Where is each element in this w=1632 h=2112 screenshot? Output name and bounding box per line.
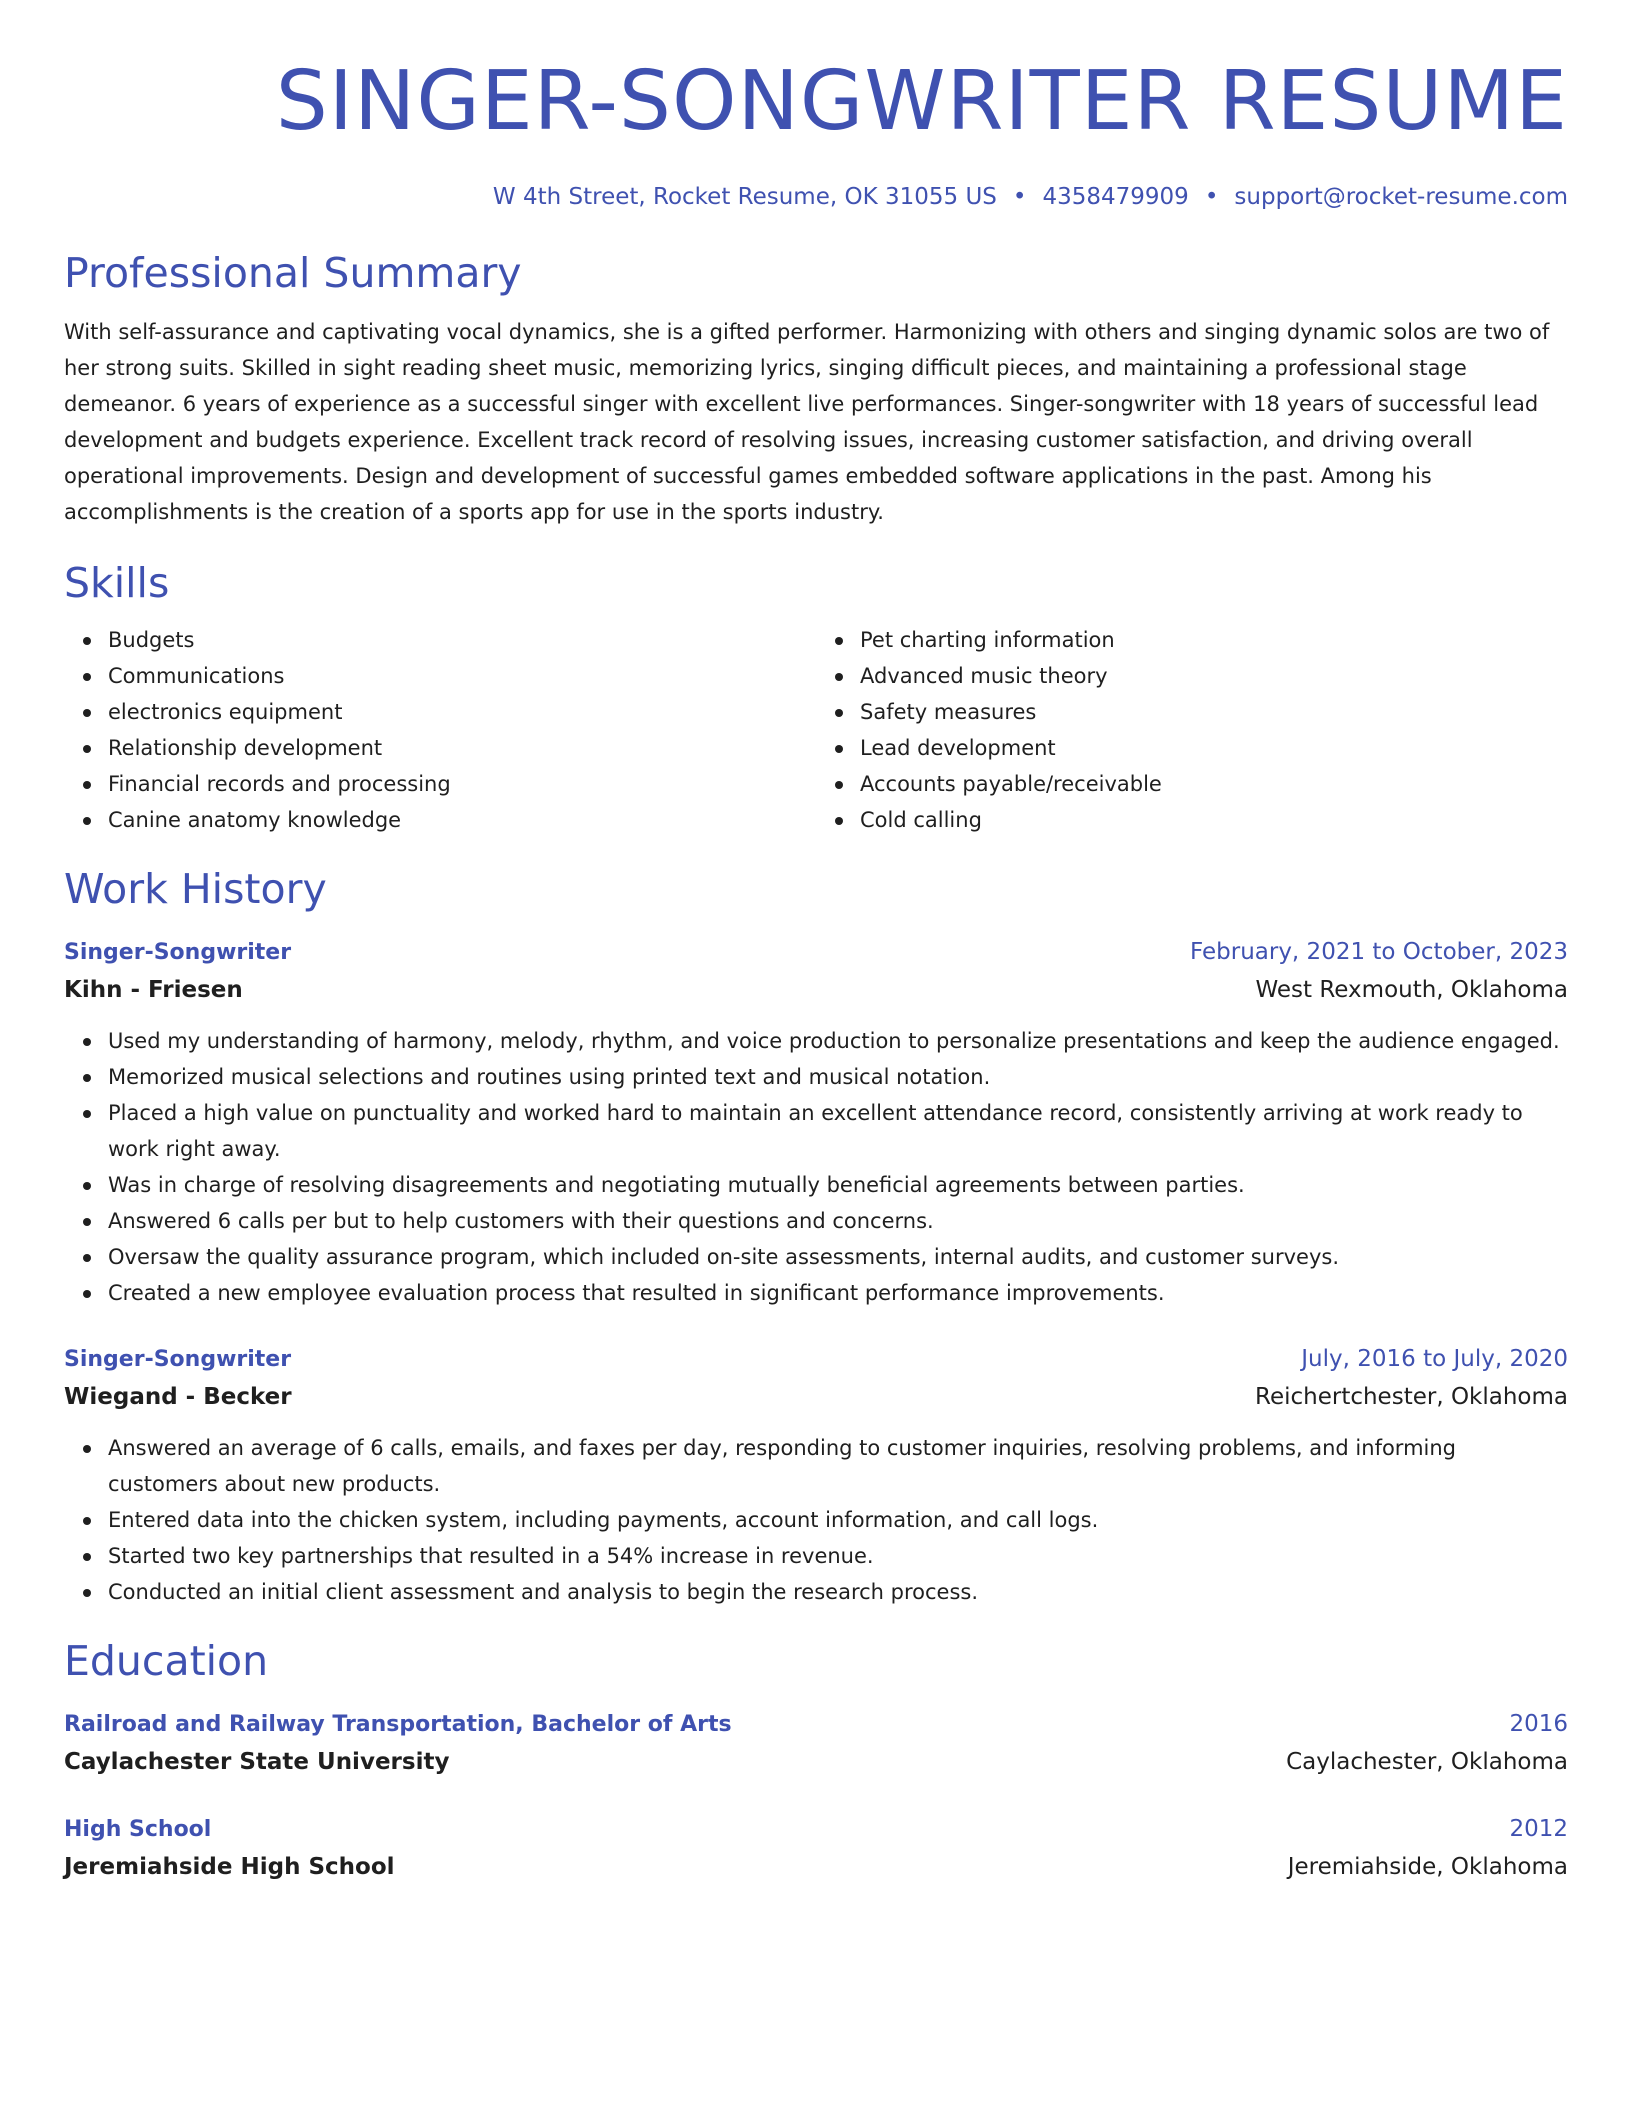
summary-text: With self-assurance and captivating vocal dynamics, she is a gifted performer. Harmonizing with others and singing dynamic solos are two of her strong suits. Skilled in sight reading sheet music, memorizing lyrics, singing difficult pieces, and maintaining a professional stage demeanor. 6 years of experience as a successful singer with excellent live performances. Singer-songwriter with 18 years of successful lead development and budgets experience. Excellent track record of resolving issues, increasing customer satisfaction, and driving overall operational improvements. Design and development of successful games embedded software applications in the past. Among his accomplishments is the creation of a sports app for use in the sports industry.: [64, 320, 1550, 524]
education-entry: [64, 1706, 1568, 1781]
resume-title: SINGER-SONGWRITER RESUME: [275, 54, 1568, 149]
education-location: Caylachester, Oklahoma: [1286, 1749, 1568, 1775]
education-school-row: [64, 1848, 1568, 1886]
skill-item: Advanced music theory: [860, 658, 1568, 694]
education-school: Jeremiahside High School: [64, 1854, 395, 1880]
education-degree: High School: [64, 1817, 212, 1842]
skill-item: Budgets: [108, 622, 816, 658]
education-degree-row: [64, 1811, 1568, 1848]
job-title-row: [64, 1341, 1568, 1378]
duty-item: Entered data into the chicken system, including payments, account information, and call logs.: [108, 1502, 1568, 1538]
skills-column-left: [64, 622, 816, 838]
skill-item: Safety measures: [860, 694, 1568, 730]
duty-item: Conducted an initial client assessment and analysis to begin the research process.: [108, 1574, 1568, 1610]
education-entry: [64, 1811, 1568, 1886]
duty-item: Answered an average of 6 calls, emails, and faxes per day, responding to customer inquiries, resolving problems, and informing customers about new products.: [108, 1430, 1568, 1502]
education-year: 2016: [1509, 1711, 1568, 1737]
job-company: Kihn - Friesen: [64, 977, 243, 1003]
skill-item: Pet charting information: [860, 622, 1568, 658]
work-history-heading: Work History: [64, 865, 327, 913]
job-title-row: [64, 934, 1568, 971]
contact-phone: 4358479909: [1042, 184, 1189, 210]
summary-heading: Professional Summary: [64, 249, 522, 297]
duty-item: Oversaw the quality assurance program, which included on-site assessments, internal audits, and customer surveys.: [108, 1239, 1568, 1275]
duty-item: Used my understanding of harmony, melody, rhythm, and voice production to personalize presentations and keep the audience engaged.: [108, 1023, 1568, 1059]
skill-item: Communications: [108, 658, 816, 694]
duty-item: Started two key partnerships that resulted in a 54% increase in revenue.: [108, 1538, 1568, 1574]
job-location: Reichertchester, Oklahoma: [1255, 1384, 1568, 1410]
skill-item: Lead development: [860, 730, 1568, 766]
job-role: Singer-Songwriter: [64, 940, 292, 965]
duty-item: Answered 6 calls per but to help customers with their questions and concerns.: [108, 1203, 1568, 1239]
duty-item: Placed a high value on punctuality and worked hard to maintain an excellent attendance record, consistently arriving at work ready to work right away.: [108, 1095, 1568, 1167]
skill-item: Cold calling: [860, 802, 1568, 838]
job-dates: February, 2021 to October, 2023: [1190, 939, 1568, 965]
job-duties: [64, 1430, 1568, 1610]
education-location: Jeremiahside, Oklahoma: [1287, 1854, 1568, 1880]
job-duties: [64, 1023, 1568, 1311]
contact-address: W 4th Street, Rocket Resume, OK 31055 US: [492, 184, 997, 210]
education-heading: Education: [64, 1637, 269, 1685]
education-year: 2012: [1509, 1816, 1568, 1842]
education-school-row: [64, 1743, 1568, 1781]
skill-item: Relationship development: [108, 730, 816, 766]
skills-column-right: [816, 622, 1568, 838]
skills-list: [64, 622, 1568, 838]
contact-separator: •: [1012, 184, 1027, 210]
job-dates: July, 2016 to July, 2020: [1301, 1346, 1568, 1372]
job-company: Wiegand - Becker: [64, 1384, 292, 1410]
contact-line: [64, 182, 1568, 212]
job-location: West Rexmouth, Oklahoma: [1255, 977, 1568, 1003]
skill-item: Financial records and processing: [108, 766, 816, 802]
duty-item: Memorized musical selections and routines using printed text and musical notation.: [108, 1059, 1568, 1095]
contact-separator: •: [1204, 184, 1219, 210]
job-company-row: [64, 1378, 1568, 1416]
job-role: Singer-Songwriter: [64, 1347, 292, 1372]
job-entry: [64, 1341, 1568, 1610]
job-entry: [64, 934, 1568, 1311]
skill-item: Accounts payable/receivable: [860, 766, 1568, 802]
skill-item: Canine anatomy knowledge: [108, 802, 816, 838]
duty-item: Was in charge of resolving disagreements and negotiating mutually beneficial agreements between parties.: [108, 1167, 1568, 1203]
job-company-row: [64, 971, 1568, 1009]
education-degree: Railroad and Railway Transportation, Bachelor of Arts: [64, 1712, 732, 1737]
education-school: Caylachester State University: [64, 1749, 450, 1775]
skills-heading: Skills: [64, 559, 170, 607]
duty-item: Created a new employee evaluation process that resulted in significant performance improvements.: [108, 1275, 1568, 1311]
skill-item: electronics equipment: [108, 694, 816, 730]
education-degree-row: [64, 1706, 1568, 1743]
contact-email[interactable]: support@rocket-resume.com: [1234, 184, 1568, 210]
